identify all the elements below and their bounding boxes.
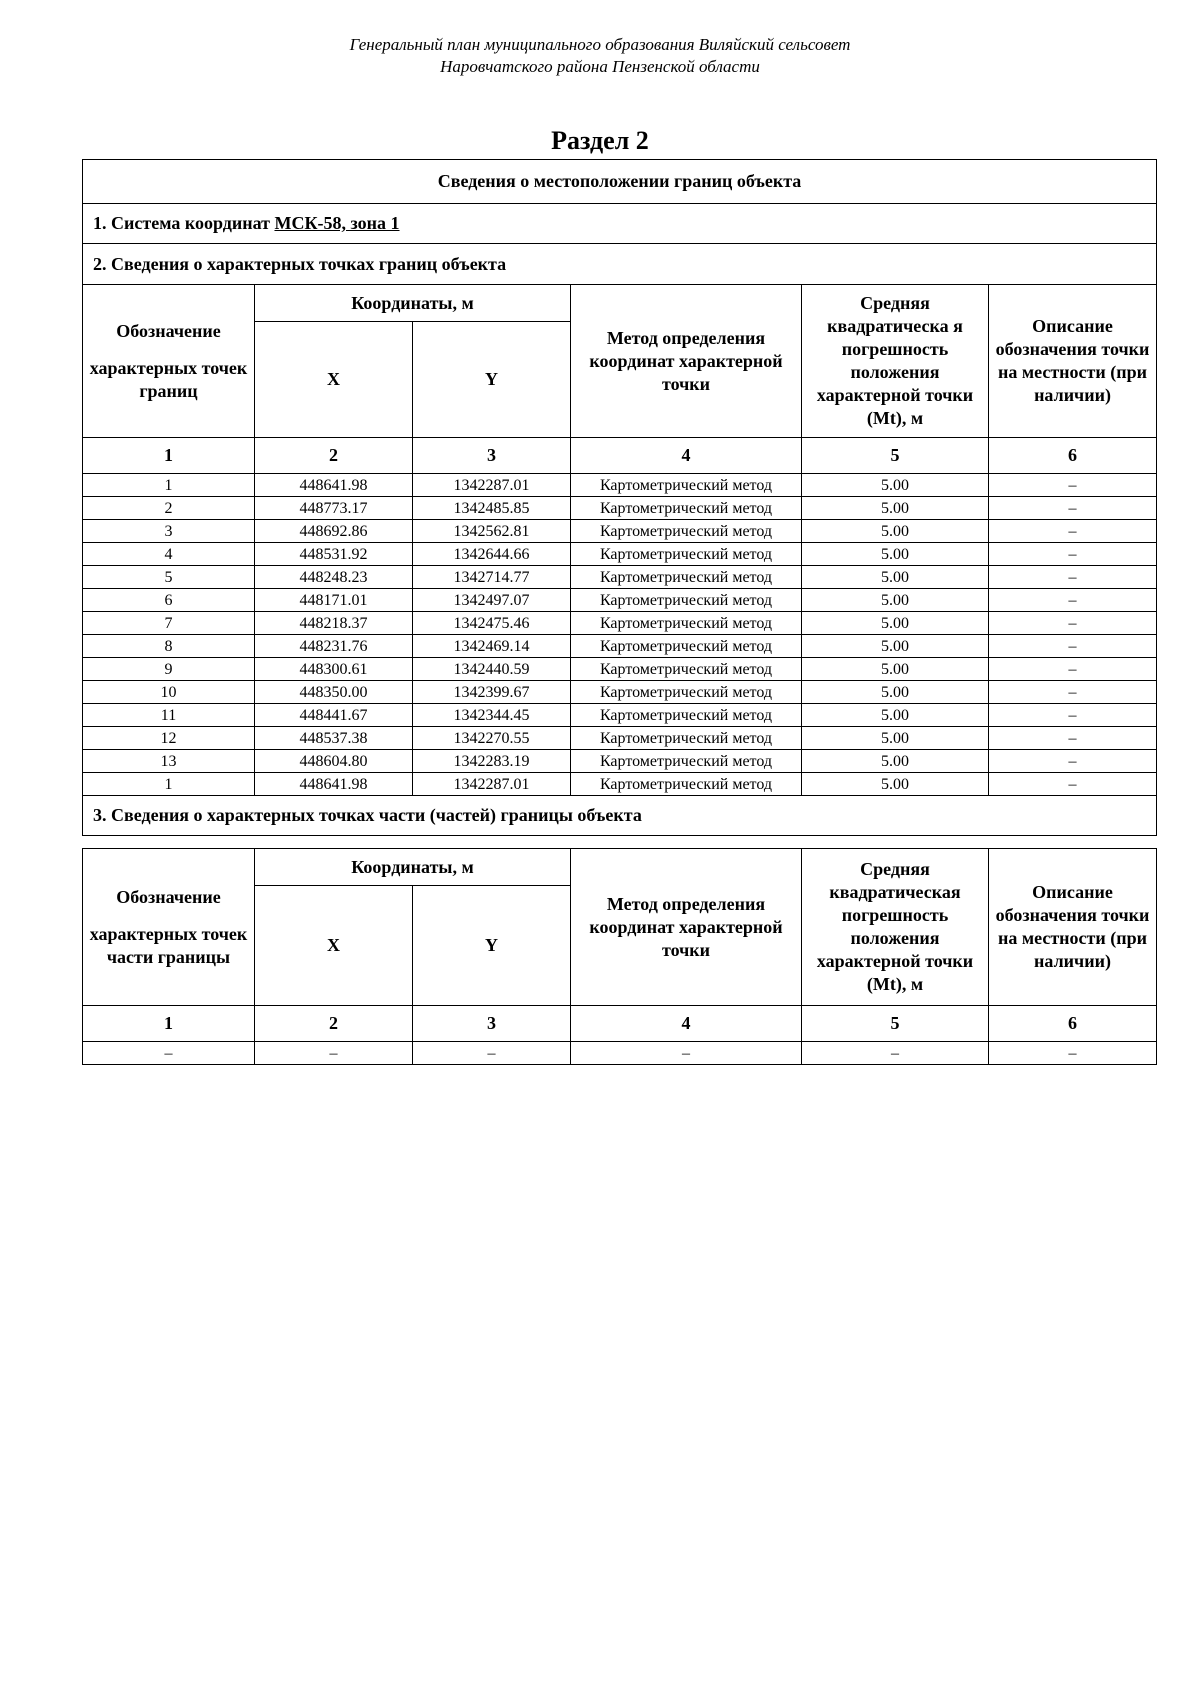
table-row	[83, 750, 1157, 773]
y-coord-cell: 1342475.46	[413, 612, 571, 635]
part-point-designation-header-line2: характерных точек части границы	[89, 923, 248, 967]
part2-column-number: 5	[802, 438, 989, 474]
y-coord-cell: 1342644.66	[413, 543, 571, 566]
table-title: Сведения о местоположении границ объекта	[83, 160, 1157, 204]
part-x-header: X	[255, 886, 413, 1006]
x-coord-cell: 448300.61	[255, 658, 413, 681]
error-cell: 5.00	[802, 474, 989, 497]
error-header: Средняя квадратическа я погрешность положения характерной точки (Mt), м	[802, 285, 989, 438]
description-cell: –	[989, 773, 1157, 796]
x-coord-cell: 448171.01	[255, 589, 413, 612]
coord-system-row	[83, 204, 1157, 244]
table-row	[83, 566, 1157, 589]
y-coord-cell: 1342440.59	[413, 658, 571, 681]
part-y-header: Y	[413, 886, 571, 1006]
point-id-cell: 13	[83, 750, 255, 773]
part-boundary-points-table	[82, 848, 1157, 1065]
method-cell: Картометрический метод	[571, 658, 802, 681]
part-description-header: Описание обозначения точки на местности (при наличии)	[989, 849, 1157, 1006]
x-coord-cell: 448231.76	[255, 635, 413, 658]
part2-title: 2. Сведения о характерных точках границ объекта	[83, 244, 1157, 285]
table-row	[83, 543, 1157, 566]
part-point-designation-header-line1: Обозначение	[116, 886, 221, 907]
point-id-cell: 2	[83, 497, 255, 520]
y-coord-cell: 1342287.01	[413, 773, 571, 796]
error-cell: 5.00	[802, 566, 989, 589]
y-coord-cell: 1342497.07	[413, 589, 571, 612]
table-row	[83, 497, 1157, 520]
error-cell: 5.00	[802, 727, 989, 750]
y-coord-cell: –	[413, 1042, 571, 1065]
x-coord-cell: 448350.00	[255, 681, 413, 704]
boundary-points-rows	[83, 474, 1157, 796]
description-cell: –	[989, 566, 1157, 589]
part-boundary-points-rows	[83, 1042, 1157, 1065]
error-cell: 5.00	[802, 773, 989, 796]
x-header: X	[255, 322, 413, 438]
description-cell: –	[989, 497, 1157, 520]
method-cell: Картометрический метод	[571, 474, 802, 497]
error-cell: 5.00	[802, 750, 989, 773]
point-id-cell: 5	[83, 566, 255, 589]
y-coord-cell: 1342287.01	[413, 474, 571, 497]
table-row	[83, 704, 1157, 727]
part2-column-number: 2	[255, 438, 413, 474]
x-coord-cell: –	[255, 1042, 413, 1065]
part2-column-number: 1	[83, 438, 255, 474]
description-cell: –	[989, 635, 1157, 658]
part3-title: 3. Сведения о характерных точках части (частей) границы объекта	[83, 796, 1157, 836]
coords-header: Координаты, м	[255, 285, 571, 322]
point-designation-header	[83, 285, 255, 438]
y-coord-cell: 1342714.77	[413, 566, 571, 589]
method-cell: Картометрический метод	[571, 681, 802, 704]
table-row	[83, 727, 1157, 750]
part-error-header: Средняя квадратическая погрешность положения характерной точки (Mt), м	[802, 849, 989, 1006]
method-cell: Картометрический метод	[571, 635, 802, 658]
method-cell: Картометрический метод	[571, 520, 802, 543]
description-cell: –	[989, 474, 1157, 497]
description-cell: –	[989, 727, 1157, 750]
point-id-cell: 10	[83, 681, 255, 704]
part3-column-number: 6	[989, 1006, 1157, 1042]
point-id-cell: 1	[83, 773, 255, 796]
x-coord-cell: 448537.38	[255, 727, 413, 750]
part-coords-header: Координаты, м	[255, 849, 571, 886]
error-cell: 5.00	[802, 658, 989, 681]
x-coord-cell: 448531.92	[255, 543, 413, 566]
x-coord-cell: 448248.23	[255, 566, 413, 589]
method-cell: Картометрический метод	[571, 704, 802, 727]
point-designation-header-line2: характерных точек границ	[89, 357, 248, 401]
description-cell: –	[989, 681, 1157, 704]
point-id-cell: 11	[83, 704, 255, 727]
table-row	[83, 474, 1157, 497]
x-coord-cell: 448692.86	[255, 520, 413, 543]
coord-system-value: МСК-58, зона 1	[274, 213, 400, 233]
y-coord-cell: 1342270.55	[413, 727, 571, 750]
x-coord-cell: 448773.17	[255, 497, 413, 520]
point-id-cell: 3	[83, 520, 255, 543]
y-coord-cell: 1342469.14	[413, 635, 571, 658]
point-id-cell: 4	[83, 543, 255, 566]
part2-column-number: 3	[413, 438, 571, 474]
y-coord-cell: 1342399.67	[413, 681, 571, 704]
table-row	[83, 589, 1157, 612]
method-cell: Картометрический метод	[571, 727, 802, 750]
error-cell: 5.00	[802, 497, 989, 520]
part3-column-number: 3	[413, 1006, 571, 1042]
section-title: Раздел 2	[551, 126, 649, 155]
description-cell: –	[989, 750, 1157, 773]
description-cell: –	[989, 1042, 1157, 1065]
part-point-designation-header	[83, 849, 255, 1006]
point-id-cell: 7	[83, 612, 255, 635]
error-cell: 5.00	[802, 612, 989, 635]
method-cell: Картометрический метод	[571, 543, 802, 566]
description-cell: –	[989, 658, 1157, 681]
method-cell: Картометрический метод	[571, 773, 802, 796]
table-row	[83, 681, 1157, 704]
method-cell: Картометрический метод	[571, 612, 802, 635]
description-cell: –	[989, 704, 1157, 727]
part3-column-number: 4	[571, 1006, 802, 1042]
part3-column-number: 1	[83, 1006, 255, 1042]
table-row	[83, 1042, 1157, 1065]
point-id-cell: –	[83, 1042, 255, 1065]
y-coord-cell: 1342562.81	[413, 520, 571, 543]
point-id-cell: 12	[83, 727, 255, 750]
point-id-cell: 9	[83, 658, 255, 681]
y-header: Y	[413, 322, 571, 438]
point-designation-header-line1: Обозначение	[116, 320, 221, 341]
coord-system-label: 1. Система координат	[93, 213, 275, 233]
x-coord-cell: 448218.37	[255, 612, 413, 635]
point-id-cell: 8	[83, 635, 255, 658]
description-cell: –	[989, 543, 1157, 566]
description-cell: –	[989, 589, 1157, 612]
boundary-points-table	[82, 159, 1157, 836]
description-cell: –	[989, 520, 1157, 543]
error-cell: 5.00	[802, 589, 989, 612]
header-line-1: Генеральный план муниципального образования Виляйский сельсовет	[349, 35, 851, 54]
column-numbers-row	[83, 438, 1157, 474]
part2-column-number: 6	[989, 438, 1157, 474]
table-row	[83, 612, 1157, 635]
method-cell: Картометрический метод	[571, 497, 802, 520]
part3-column-number: 2	[255, 1006, 413, 1042]
point-id-cell: 6	[83, 589, 255, 612]
method-cell: –	[571, 1042, 802, 1065]
point-id-cell: 1	[83, 474, 255, 497]
part2-column-number: 4	[571, 438, 802, 474]
table-row	[83, 520, 1157, 543]
y-coord-cell: 1342283.19	[413, 750, 571, 773]
document-header	[0, 34, 1200, 78]
x-coord-cell: 448604.80	[255, 750, 413, 773]
y-coord-cell: 1342344.45	[413, 704, 571, 727]
table-row	[83, 635, 1157, 658]
description-header: Описание обозначения точки на местности (при наличии)	[989, 285, 1157, 438]
x-coord-cell: 448641.98	[255, 474, 413, 497]
method-header: Метод определения координат характерной точки	[571, 285, 802, 438]
part-column-numbers-row	[83, 1006, 1157, 1042]
description-cell: –	[989, 612, 1157, 635]
error-cell: –	[802, 1042, 989, 1065]
y-coord-cell: 1342485.85	[413, 497, 571, 520]
table-row	[83, 773, 1157, 796]
error-cell: 5.00	[802, 681, 989, 704]
part-method-header: Метод определения координат характерной точки	[571, 849, 802, 1006]
error-cell: 5.00	[802, 635, 989, 658]
x-coord-cell: 448641.98	[255, 773, 413, 796]
part3-column-number: 5	[802, 1006, 989, 1042]
method-cell: Картометрический метод	[571, 589, 802, 612]
table-row	[83, 658, 1157, 681]
header-line-2: Наровчатского района Пензенской области	[440, 57, 760, 76]
error-cell: 5.00	[802, 704, 989, 727]
x-coord-cell: 448441.67	[255, 704, 413, 727]
method-cell: Картометрический метод	[571, 566, 802, 589]
error-cell: 5.00	[802, 520, 989, 543]
method-cell: Картометрический метод	[571, 750, 802, 773]
error-cell: 5.00	[802, 543, 989, 566]
